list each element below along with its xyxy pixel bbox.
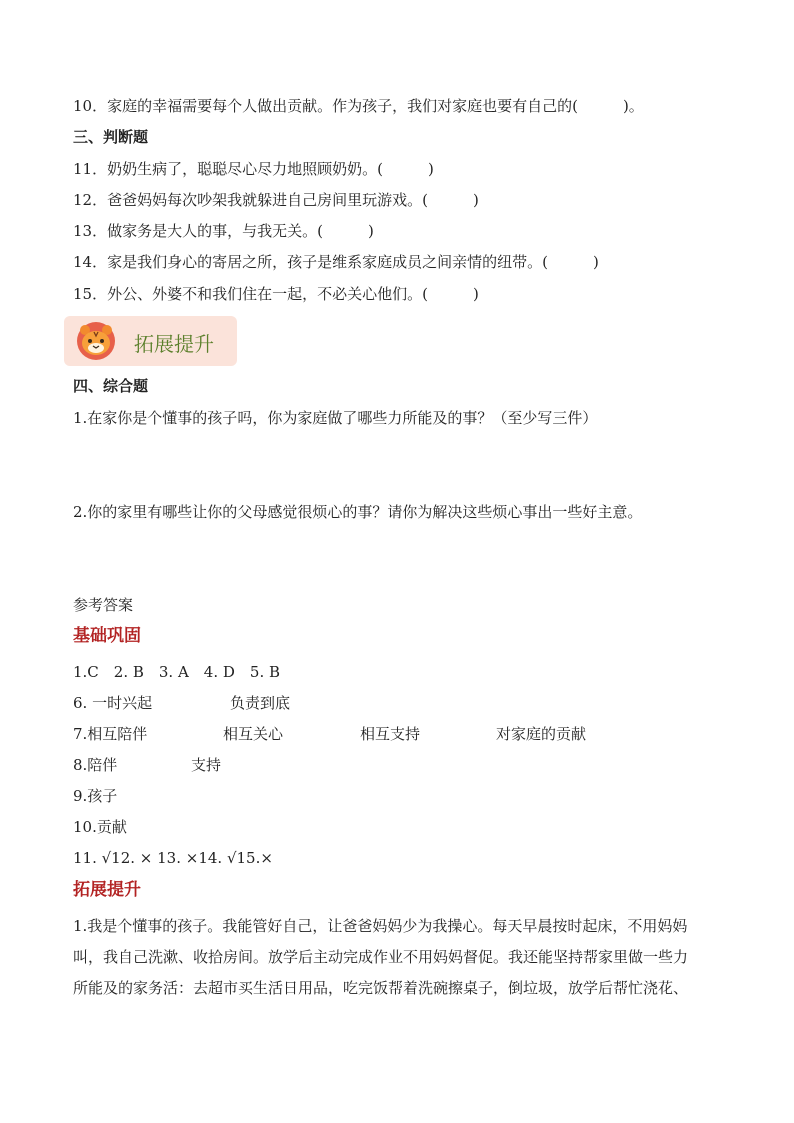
- extension-answer-paragraph: [73, 911, 723, 1004]
- basic-title: 基础巩固: [73, 626, 141, 646]
- question-11: 11．奶奶生病了，聪聪尽心尽力地照顾奶奶。( ): [73, 160, 434, 178]
- question-12: 12．爸爸妈妈每次吵架我就躲进自己房间里玩游戏。( ): [73, 191, 479, 209]
- answer-7: [73, 724, 673, 744]
- question-15: 15．外公、外婆不和我们住在一起，不必关心他们。( ): [73, 285, 479, 303]
- section-3-title: 三、判断题: [73, 128, 149, 146]
- answer-6-part2: 负责到底: [230, 694, 291, 712]
- answer-6-part1: 6. 一时兴起: [73, 694, 153, 712]
- answer-7-part1: 7.相互陪伴: [73, 725, 148, 743]
- answer-8-part2: 支持: [191, 756, 222, 774]
- answer-8-part1: 8.陪伴: [73, 756, 118, 774]
- extension-line-3: 所能及的家务活：去超市买生活日用品，吃完饭帮着洗碗擦桌子，倒垃圾，放学后帮忙浇花、: [73, 979, 689, 997]
- answer-7-part3: 相互支持: [360, 725, 421, 743]
- question-13: 13．做家务是大人的事，与我无关。( ): [73, 222, 374, 240]
- extension-title: 拓展提升: [73, 880, 141, 900]
- answer-7-part2: 相互关心: [223, 725, 284, 743]
- extension-line-2: 叫，我自己洗漱、收拾房间。放学后主动完成作业不用妈妈督促。我还能坚持帮家里做一些力: [73, 948, 689, 966]
- answer-9: 9.孩子: [73, 787, 118, 805]
- extension-line-1: 1.我是个懂事的孩子。我能管好自己，让爸爸妈妈少为我操心。每天早晨按时起床，不用妈妈: [73, 917, 688, 935]
- answer-7-part4: 对家庭的贡献: [496, 725, 587, 743]
- answers-header: 参考答案: [73, 596, 134, 614]
- answer-6: [73, 693, 291, 713]
- section-4-q2: 2.你的家里有哪些让你的父母感觉很烦心的事？请你为解决这些烦心事出一些好主意。: [73, 503, 643, 521]
- extension-badge-label: 拓展提升: [134, 332, 214, 356]
- extension-badge: [64, 316, 237, 366]
- question-10: 10．家庭的幸福需要每个人做出贡献。作为孩子，我们对家庭也要有自己的( )。: [73, 97, 644, 115]
- answers-1-5: 1.C 2. B 3. A 4. D 5. B: [73, 663, 281, 681]
- answers-11-15: 11. √12. × 13. ×14. √15.×: [73, 849, 273, 867]
- tiger-icon: [76, 321, 116, 361]
- answer-8: [73, 755, 222, 775]
- answer-10: 10.贡献: [73, 818, 127, 836]
- question-14: 14．家是我们身心的寄居之所，孩子是维系家庭成员之间亲情的纽带。( ): [73, 253, 599, 271]
- section-4-q1: 1.在家你是个懂事的孩子吗，你为家庭做了哪些力所能及的事？（至少写三件）: [73, 409, 598, 427]
- section-4-title: 四、综合题: [73, 377, 149, 395]
